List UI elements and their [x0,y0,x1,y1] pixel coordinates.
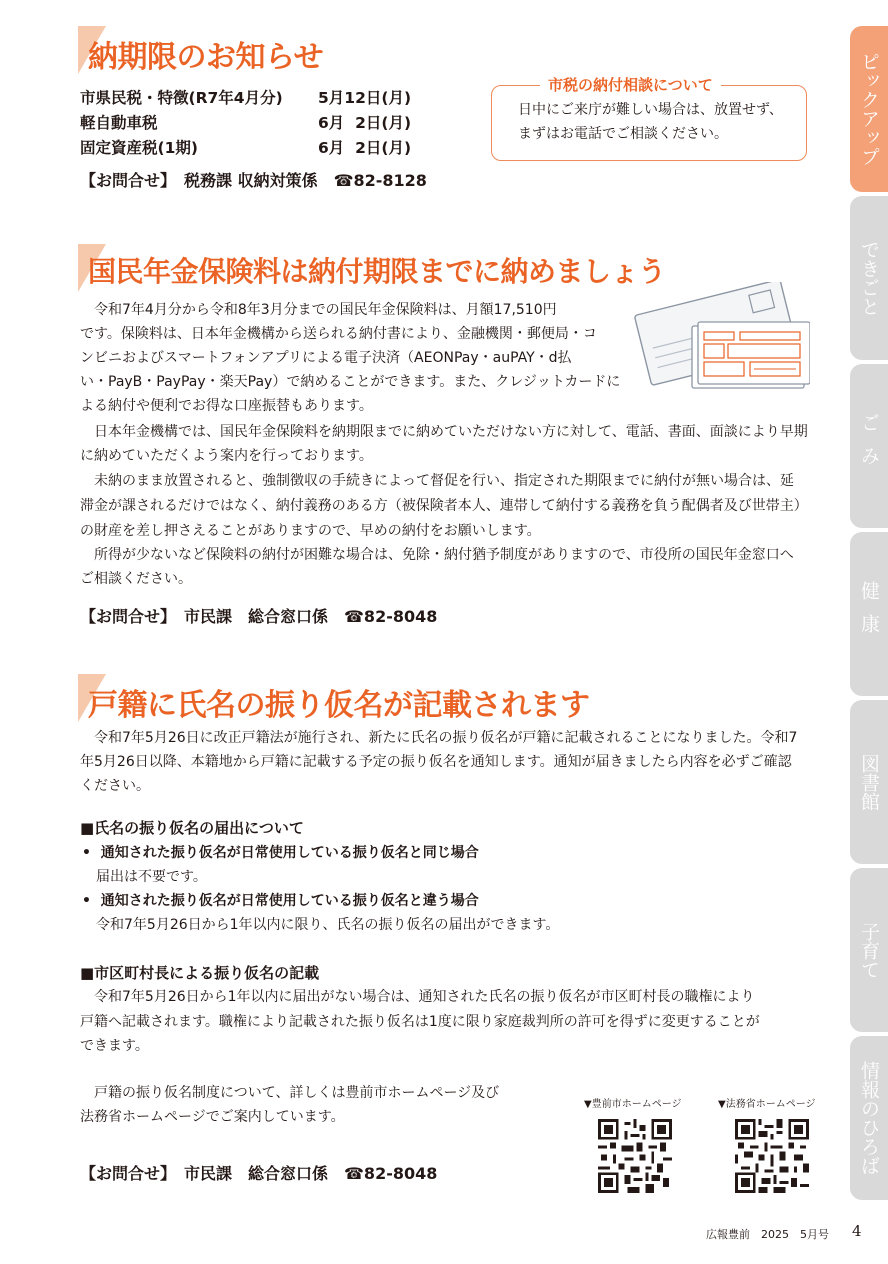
side-tab-info[interactable] [850,1036,888,1200]
tax-date: 5月12日(月) [318,89,412,107]
tax-item: 軽自動車税 [80,114,158,132]
side-tab-label: ごみ [858,413,880,479]
koseki-text-line: 令和7年5月26日から1年以内に届出がない場合は、通知された氏名の振り仮名が市区町村長の職権により [80,989,755,1005]
side-tab-pickup[interactable] [850,26,888,192]
side-tab-dekigoto[interactable] [850,196,888,360]
side-tab-label: ピックアップ [858,52,880,166]
subsection-title: ■市区町村長による振り仮名の記載 [80,964,320,982]
pension-text-line: の財産を差し押さえることがありますので、早めの納付をお願いします。 [80,523,541,539]
qr-label-moj: ▼法務省ホームページ [718,1099,816,1110]
closing-text-line: 戸籍の振り仮名制度について、詳しくは豊前市ホームページ及び [80,1085,500,1101]
qr-code-moj[interactable] [735,1119,809,1193]
side-tab-label: 情報のひろば [858,1061,880,1175]
bullet-heading: • 通知された振り仮名が日常使用している振り仮名と同じ場合 [82,845,479,861]
section2-title: 国民年金保険料は納付期限までに納めましょう [88,255,666,288]
bullet-heading: • 通知された振り仮名が日常使用している振り仮名と違う場合 [82,893,479,909]
pension-text-line: 所得が少ないなど保険料の納付が困難な場合は、免除・納付猶予制度がありますので、市役所の国民年金窓口へ [80,547,794,563]
side-tab-label: 子育て [858,921,880,979]
pension-text-line: い・PayB・PayPay・楽天Pay）で納めることができます。また、クレジットカードに [80,374,620,390]
side-tab-kenkou[interactable] [850,532,888,696]
pension-text-line: 滞金が課されるだけではなく、納付義務のある方（被保険者本人、連帯して納付する義務を負う配偶者及び世帯主） [80,498,808,514]
tax-date: 6月 2日(月) [318,139,412,157]
tax-item: 市県民税・特徴(R7年4月分) [80,89,283,107]
consult-text-line: 日中にご来庁が難しい場合は、放置せず、 [518,102,783,118]
section2-inquiry: 【お問合せ】 市民課 総合窓口係 ☎82-8048 [80,607,438,626]
side-tab-library[interactable] [850,700,888,864]
pension-text-line: 日本年金機構では、国民年金保険料を納期限までに納めていただけない方に対して、電話、書面、面談により早期 [80,424,808,440]
koseki-intro-line: ください。 [80,778,150,794]
section3-title: 戸籍に氏名の振り仮名が記載されます [88,688,590,723]
payment-slip-illustration [628,282,810,392]
qr-label-buzen: ▼豊前市ホームページ [584,1099,682,1110]
closing-text-line: 法務省ホームページでご案内しています。 [80,1109,345,1125]
publication-name: 広報豊前 2025 5月号 [706,1228,829,1241]
consult-text-line: まずはお電話でご相談ください。 [518,126,728,142]
section3-inquiry: 【お問合せ】 市民課 総合窓口係 ☎82-8048 [80,1164,438,1183]
qr-code-buzen[interactable] [598,1119,672,1193]
side-tab-label: 図書館 [858,753,880,811]
pension-text-line: よる納付や便利でお得な口座振替もあります。 [80,398,373,414]
section1-title: 納期限のお知らせ [88,40,324,75]
bullet-text: 令和7年5月26日から1年以内に限り、氏名の振り仮名の届出ができます。 [96,917,560,933]
pension-text-line: です。保険料は、日本年金機構から送られる納付書により、金融機関・郵便局・コ [80,326,597,342]
pension-text-line: ンビニおよびスマートフォンアプリによる電子決済（AEONPay・auPAY・d払 [80,350,572,366]
koseki-text-line: 戸籍へ記載されます。職権により記載された振り仮名は1度に限り家庭裁判所の許可を得ずに変更することが [80,1014,760,1030]
side-tab-kosodate[interactable] [850,868,888,1032]
tax-date: 6月 2日(月) [318,114,412,132]
side-tab-label: 健康 [858,581,880,647]
pension-text-line: 令和7年4月分から令和8年3月分までの国民年金保険料は、月額17,510円 [80,302,557,318]
koseki-intro-line: 年5月26日以降、本籍地から戸籍に記載する予定の振り仮名を通知します。通知が届きましたら内容を必ずご確認 [80,754,792,770]
pension-text-line: 未納のまま放置されると、強制徴収の手続きによって督促を行い、指定された期限までに納付が無い場合は、延 [80,473,794,489]
pension-text-line: ご相談ください。 [80,571,192,587]
tax-item: 固定資産税(1期) [80,139,198,157]
side-tab-gomi[interactable] [850,364,888,528]
side-tab-label: できごと [858,240,880,316]
section1-inquiry: 【お問合せ】 税務課 収納対策係 ☎82-8128 [80,171,427,190]
pension-text-line: に納めていただくよう案内を行っております。 [80,448,373,464]
page-number: 4 [852,1222,862,1240]
koseki-text-line: できます。 [80,1038,149,1054]
subsection-title: ■氏名の振り仮名の届出について [80,819,304,837]
bullet-text: 届出は不要です。 [96,869,207,885]
consult-title: 市税の納付相談について [540,74,721,95]
koseki-intro-line: 令和7年5月26日に改正戸籍法が施行され、新たに氏名の振り仮名が戸籍に記載されることになりました。令和7 [80,730,798,746]
